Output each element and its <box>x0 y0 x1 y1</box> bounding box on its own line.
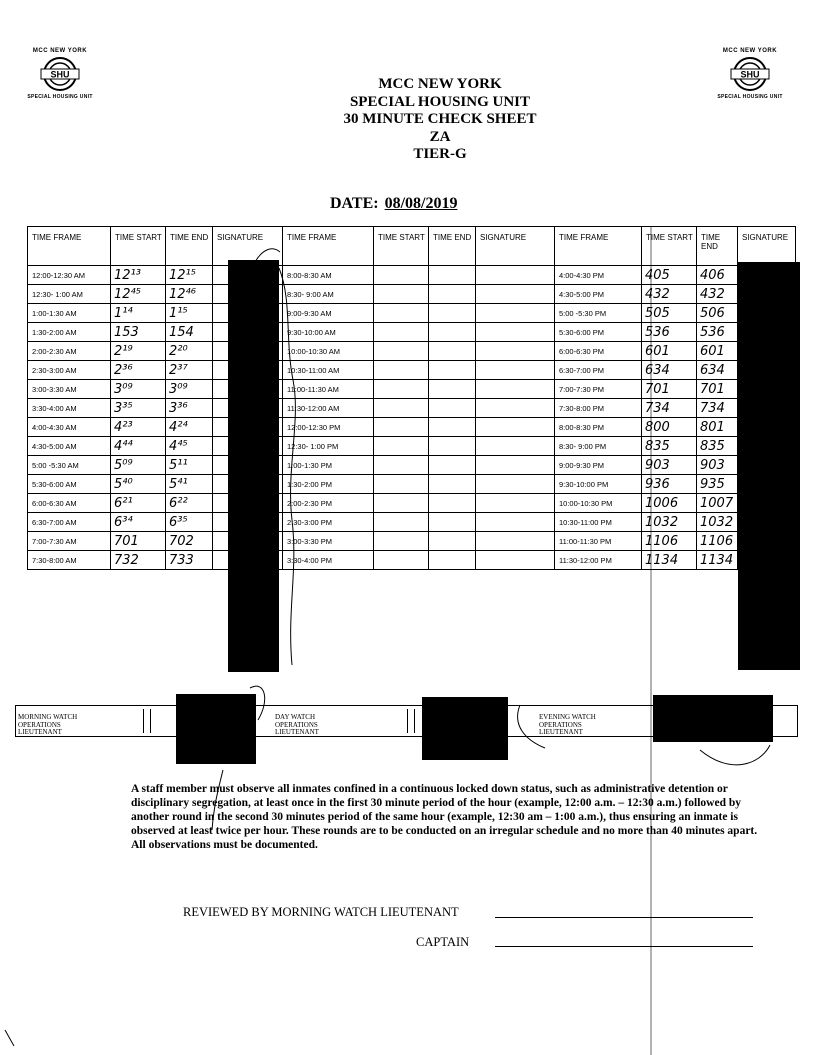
cell-start: 12⁴⁵ <box>111 285 166 304</box>
header-time-start: TIME START <box>374 227 429 266</box>
cell-start: 903 <box>642 456 697 475</box>
cell-signature <box>476 513 555 532</box>
header-time-end: TIME END <box>697 227 738 266</box>
cell-end <box>429 323 476 342</box>
table-row <box>28 304 796 323</box>
cell-frame: 12:30- 1:00 AM <box>28 285 111 304</box>
header-time-start: TIME START <box>111 227 166 266</box>
header-time-end: TIME END <box>166 227 213 266</box>
watch-lieutenant-strip <box>15 705 798 737</box>
date-field <box>330 195 457 213</box>
cell-end <box>429 494 476 513</box>
cell-end: 6³⁵ <box>166 513 213 532</box>
cell-signature <box>476 361 555 380</box>
cell-frame: 10:00-10:30 PM <box>555 494 642 513</box>
cell-end: 1¹⁵ <box>166 304 213 323</box>
table-row <box>28 456 796 475</box>
cell-signature <box>476 494 555 513</box>
morning-watch-label: MORNING WATCH OPERATIONS LIEUTENANT <box>18 713 78 736</box>
cell-start: 3⁰⁹ <box>111 380 166 399</box>
cell-start <box>374 342 429 361</box>
cell-signature <box>476 399 555 418</box>
cell-start: 2¹⁹ <box>111 342 166 361</box>
reviewed-signature-line <box>495 917 753 918</box>
cell-start: 1032 <box>642 513 697 532</box>
cell-signature <box>476 456 555 475</box>
header-time-start: TIME START <box>642 227 697 266</box>
cell-end: 1106 <box>697 532 738 551</box>
cell-end: 12¹⁵ <box>166 266 213 285</box>
cell-frame: 12:00-12:30 AM <box>28 266 111 285</box>
logo-left-bottom-text: SPECIAL HOUSING UNIT <box>27 94 93 100</box>
cell-end: 935 <box>697 475 738 494</box>
table-row <box>28 342 796 361</box>
cell-start: 4²³ <box>111 418 166 437</box>
table-row <box>28 551 796 570</box>
cell-end: 2³⁷ <box>166 361 213 380</box>
cell-start: 1006 <box>642 494 697 513</box>
cell-frame: 9:30-10:00 AM <box>283 323 374 342</box>
logo-left-top-text: MCC NEW YORK <box>32 48 88 54</box>
cell-frame: 9:00-9:30 AM <box>283 304 374 323</box>
cell-start <box>374 551 429 570</box>
cell-start: 734 <box>642 399 697 418</box>
cell-frame: 8:00-8:30 AM <box>283 266 374 285</box>
cell-start: 405 <box>642 266 697 285</box>
cell-end: 1134 <box>697 551 738 570</box>
cell-start: 5⁰⁹ <box>111 456 166 475</box>
cell-start <box>374 304 429 323</box>
cell-start: 6³⁴ <box>111 513 166 532</box>
title-line-5: TIER-G <box>413 146 467 162</box>
cell-start: 601 <box>642 342 697 361</box>
cell-frame: 2:30-3:00 PM <box>283 513 374 532</box>
cell-start: 2³⁶ <box>111 361 166 380</box>
cell-start: 3³⁵ <box>111 399 166 418</box>
cell-start <box>374 494 429 513</box>
cell-end: 12⁴⁶ <box>166 285 213 304</box>
day-watch-box <box>407 709 415 733</box>
cell-end <box>429 342 476 361</box>
cell-end: 536 <box>697 323 738 342</box>
redacted-signature-column-1 <box>228 260 279 672</box>
cell-frame: 5:00 -5:30 PM <box>555 304 642 323</box>
cell-frame: 7:30-8:00 PM <box>555 399 642 418</box>
cell-start: 1106 <box>642 532 697 551</box>
title-line-2: SPECIAL HOUSING UNIT <box>349 93 531 110</box>
cell-frame: 7:00-7:30 AM <box>28 532 111 551</box>
header-time-frame: TIME FRAME <box>283 227 374 266</box>
table-row <box>28 285 796 304</box>
cell-end: 634 <box>697 361 738 380</box>
cell-start <box>374 437 429 456</box>
captain-signature-line <box>495 946 753 947</box>
date-label: DATE: <box>330 195 379 212</box>
cell-end <box>429 304 476 323</box>
check-sheet-table <box>27 226 796 570</box>
table-row <box>28 361 796 380</box>
morning-watch-box <box>143 709 151 733</box>
cell-frame: 11:00-11:30 PM <box>555 532 642 551</box>
cell-frame: 10:30-11:00 PM <box>555 513 642 532</box>
cell-end <box>429 285 476 304</box>
cell-signature <box>476 342 555 361</box>
cell-signature <box>476 437 555 456</box>
cell-start: 536 <box>642 323 697 342</box>
cell-frame: 11:30-12:00 AM <box>283 399 374 418</box>
cell-start: 732 <box>111 551 166 570</box>
instructions-paragraph: A staff member must observe all inmates confined in a continuous locked down status, such as administrative detention or disciplinary segregation, at least once in the first 30 minute period of the hour (example, 12:00 a.m. – 12:30 a.m.) followed by another round in the second 30 minutes period of the same hour (example, 12:30 am – 1:00 a.m.), thus ensuring an inmate is observed at least twice per hour. These rounds are to be conducted on an irregular schedule and no more than 40 minutes apart. All observations must be documented. <box>131 783 758 851</box>
cell-frame: 4:00-4:30 AM <box>28 418 111 437</box>
reviewed-by-label: REVIEWED BY MORNING WATCH LIEUTENANT <box>183 905 459 919</box>
cell-end: 5⁴¹ <box>166 475 213 494</box>
cell-start: 701 <box>111 532 166 551</box>
cell-end: 734 <box>697 399 738 418</box>
logo-right <box>705 48 795 100</box>
date-value: 08/08/2019 <box>384 195 458 212</box>
cell-end <box>429 361 476 380</box>
cell-start: 1134 <box>642 551 697 570</box>
emblem-text: SHU <box>50 69 70 80</box>
cell-end: 1032 <box>697 513 738 532</box>
cell-frame: 9:30-10:00 PM <box>555 475 642 494</box>
table-row <box>28 380 796 399</box>
table-header-row <box>28 227 796 266</box>
redacted-signature-column-3 <box>738 262 800 670</box>
evening-watch-label: EVENING WATCH OPERATIONS LIEUTENANT <box>539 713 596 736</box>
header-time-frame: TIME FRAME <box>28 227 111 266</box>
cell-end: 4²⁴ <box>166 418 213 437</box>
logo-right-bottom-text: SPECIAL HOUSING UNIT <box>717 94 783 100</box>
table-row <box>28 513 796 532</box>
cell-end: 5¹¹ <box>166 456 213 475</box>
cell-end <box>429 551 476 570</box>
cell-signature <box>476 418 555 437</box>
cell-frame: 2:00-2:30 PM <box>283 494 374 513</box>
cell-end: 3⁰⁹ <box>166 380 213 399</box>
cell-start: 505 <box>642 304 697 323</box>
cell-signature <box>476 551 555 570</box>
cell-end <box>429 380 476 399</box>
cell-start: 4⁴⁴ <box>111 437 166 456</box>
cell-start <box>374 266 429 285</box>
cell-start <box>374 399 429 418</box>
cell-end: 432 <box>697 285 738 304</box>
table-row <box>28 532 796 551</box>
cell-frame: 2:00-2:30 AM <box>28 342 111 361</box>
cell-frame: 6:00-6:30 PM <box>555 342 642 361</box>
cell-end: 733 <box>166 551 213 570</box>
cell-end: 2²⁰ <box>166 342 213 361</box>
cell-end <box>429 532 476 551</box>
cell-frame: 4:00-4:30 PM <box>555 266 642 285</box>
cell-end: 6²² <box>166 494 213 513</box>
cell-start <box>374 418 429 437</box>
cell-end: 601 <box>697 342 738 361</box>
page-title <box>300 76 580 164</box>
cell-start: 12¹³ <box>111 266 166 285</box>
cell-frame: 10:00-10:30 AM <box>283 342 374 361</box>
cell-end: 506 <box>697 304 738 323</box>
table-row <box>28 266 796 285</box>
cell-frame: 5:30-6:00 PM <box>555 323 642 342</box>
cell-start <box>374 475 429 494</box>
header-signature: SIGNATURE <box>476 227 555 266</box>
logo-left <box>15 48 105 100</box>
table-row <box>28 399 796 418</box>
cell-start: 5⁴⁰ <box>111 475 166 494</box>
cell-frame: 1:00-1:30 AM <box>28 304 111 323</box>
shu-emblem-icon <box>728 56 772 92</box>
table-row <box>28 418 796 437</box>
cell-start <box>374 513 429 532</box>
cell-frame: 5:30-6:00 AM <box>28 475 111 494</box>
cell-frame: 7:00-7:30 PM <box>555 380 642 399</box>
cell-end <box>429 418 476 437</box>
cell-start: 800 <box>642 418 697 437</box>
captain-label: CAPTAIN <box>416 935 470 949</box>
cell-frame: 3:00-3:30 AM <box>28 380 111 399</box>
cell-end <box>429 475 476 494</box>
cell-end: 154 <box>166 323 213 342</box>
table-row <box>28 494 796 513</box>
cell-frame: 12:30- 1:00 PM <box>283 437 374 456</box>
cell-frame: 6:00-6:30 AM <box>28 494 111 513</box>
cell-signature <box>476 532 555 551</box>
header-time-frame: TIME FRAME <box>555 227 642 266</box>
header-time-end: TIME END <box>429 227 476 266</box>
cell-frame: 8:00-8:30 PM <box>555 418 642 437</box>
shu-emblem-icon <box>38 56 82 92</box>
title-line-4: ZA <box>429 128 451 145</box>
cell-frame: 4:30-5:00 PM <box>555 285 642 304</box>
cell-frame: 12:00-12:30 PM <box>283 418 374 437</box>
cell-end: 3³⁶ <box>166 399 213 418</box>
cell-start: 6²¹ <box>111 494 166 513</box>
logo-right-top-text: MCC NEW YORK <box>722 48 778 54</box>
day-watch-label: DAY WATCH OPERATIONS LIEUTENANT <box>275 713 319 736</box>
cell-start <box>374 380 429 399</box>
cell-signature <box>476 475 555 494</box>
cell-start: 153 <box>111 323 166 342</box>
cell-end: 702 <box>166 532 213 551</box>
cell-signature <box>476 380 555 399</box>
cell-end <box>429 266 476 285</box>
header-signature: SIGNATURE <box>738 227 796 266</box>
cell-end: 701 <box>697 380 738 399</box>
cell-start <box>374 532 429 551</box>
cell-frame: 11:30-12:00 PM <box>555 551 642 570</box>
table-row <box>28 323 796 342</box>
cell-frame: 3:30-4:00 PM <box>283 551 374 570</box>
cell-end: 4⁴⁵ <box>166 437 213 456</box>
cell-start: 835 <box>642 437 697 456</box>
cell-start: 432 <box>642 285 697 304</box>
cell-start <box>374 285 429 304</box>
table-row <box>28 437 796 456</box>
cell-end: 406 <box>697 266 738 285</box>
header-signature: SIGNATURE <box>213 227 283 266</box>
cell-end <box>429 437 476 456</box>
cell-frame: 7:30-8:00 AM <box>28 551 111 570</box>
cell-start: 634 <box>642 361 697 380</box>
cell-frame: 6:30-7:00 AM <box>28 513 111 532</box>
cell-frame: 1:30-2:00 AM <box>28 323 111 342</box>
cell-signature <box>476 323 555 342</box>
cell-end: 1007 <box>697 494 738 513</box>
cell-frame: 8:30- 9:00 PM <box>555 437 642 456</box>
cell-end <box>429 513 476 532</box>
cell-start <box>374 456 429 475</box>
cell-start: 701 <box>642 380 697 399</box>
cell-frame: 5:00 -5:30 AM <box>28 456 111 475</box>
cell-start <box>374 323 429 342</box>
cell-end <box>429 399 476 418</box>
cell-start: 936 <box>642 475 697 494</box>
emblem-text: SHU <box>740 69 760 80</box>
cell-frame: 1:00-1:30 PM <box>283 456 374 475</box>
cell-frame: 11:00-11:30 AM <box>283 380 374 399</box>
cell-start <box>374 361 429 380</box>
title-line-1: MCC NEW YORK <box>378 76 502 92</box>
cell-end: 903 <box>697 456 738 475</box>
cell-frame: 8:30- 9:00 AM <box>283 285 374 304</box>
cell-end: 835 <box>697 437 738 456</box>
cell-frame: 2:30-3:00 AM <box>28 361 111 380</box>
cell-signature <box>476 285 555 304</box>
table-row <box>28 475 796 494</box>
cell-frame: 10:30-11:00 AM <box>283 361 374 380</box>
cell-signature <box>476 266 555 285</box>
cell-signature <box>476 304 555 323</box>
title-line-3: 30 MINUTE CHECK SHEET <box>343 111 537 127</box>
cell-frame: 3:30-4:00 AM <box>28 399 111 418</box>
cell-frame: 3:00-3:30 PM <box>283 532 374 551</box>
cell-frame: 4:30-5:00 AM <box>28 437 111 456</box>
cell-end <box>429 456 476 475</box>
cell-start: 1¹⁴ <box>111 304 166 323</box>
cell-frame: 1:30-2:00 PM <box>283 475 374 494</box>
cell-frame: 9:00-9:30 PM <box>555 456 642 475</box>
cell-frame: 6:30-7:00 PM <box>555 361 642 380</box>
cell-end: 801 <box>697 418 738 437</box>
